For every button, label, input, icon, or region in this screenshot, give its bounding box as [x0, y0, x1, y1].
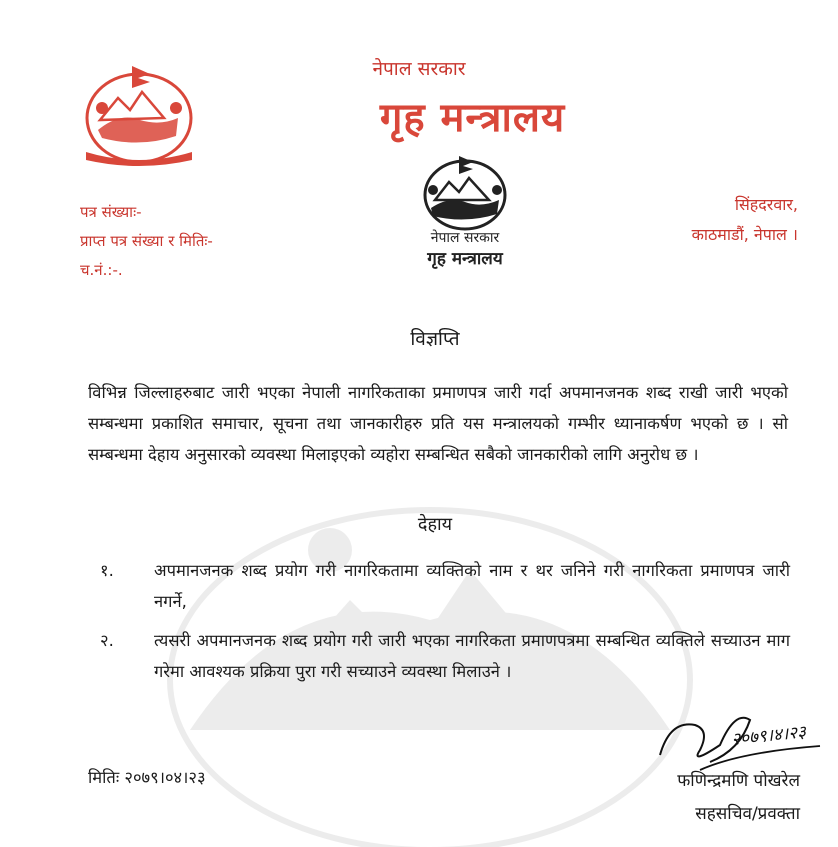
address-line-2: काठमाडौं, नेपाल ।	[691, 225, 798, 244]
list-item	[100, 625, 790, 687]
emblem-caption-top: नेपाल सरकार	[430, 230, 500, 246]
emblem-caption-bottom: गृह मन्त्रालय	[427, 249, 503, 269]
signer-name: फणिन्द्रमणि पोखरेल	[677, 771, 800, 791]
received-letter-label: प्राप्त पत्र संख्या र मितिः-	[80, 232, 213, 250]
list-item-number: २.	[100, 631, 114, 650]
notice-subheading: देहाय	[417, 514, 453, 535]
list-item	[100, 555, 790, 617]
signer-block	[677, 765, 800, 831]
notice-title: विज्ञप्ति	[410, 328, 460, 350]
signer-title: सहसचिव/प्रवक्ता	[695, 804, 800, 824]
ministry-emblem-icon	[405, 150, 525, 270]
address-block	[692, 190, 798, 250]
letter-number-label: पत्र संख्याः-	[80, 203, 142, 221]
address-line-1: सिंहदरवार,	[734, 195, 798, 214]
government-heading: नेपाल सरकार	[372, 58, 466, 80]
nepal-emblem-icon	[80, 60, 198, 170]
notice-date: मितिः २०७९।०४।२३	[88, 768, 206, 787]
dispatch-number-label: च.नं.:-.	[80, 261, 123, 279]
ministry-heading: गृह मन्त्रालय	[379, 95, 566, 141]
list-item-text: अपमानजनक शब्द प्रयोग गरी नागरिकतामा व्यक्तिको नाम र थर जनिने गरी नागरिकता प्रमाणपत्र जारी नगर्ने,	[154, 561, 790, 611]
notice-body: विभिन्न जिल्लाहरुबाट जारी भएका नेपाली नागरिकताका प्रमाणपत्र जारी गर्दा अपमानजनक शब्द राखी जारी भएको सम्बन्धमा प्रकाशित समाचार, सूचना तथा जानकारीहरु प्रति यस मन्त्रालयको गम्भीर ध्यानाकर्षण भएको छ । सो सम्बन्धमा देहाय अनुसारको व्यवस्था मिलाइएको व्यहोरा सम्बन्धित सबैको जानकारीको लागि अनुरोध छ ।	[88, 383, 788, 464]
list-item-text: त्यसरी अपमानजनक शब्द प्रयोग गरी जारी भएका नागरिकता प्रमाणपत्रमा सम्बन्धित व्यक्तिले सच्याउन माग गरेमा आवश्यक प्रक्रिया पुरा गरी सच्याउने व्यवस्था मिलाउने ।	[154, 631, 790, 681]
list-item-number: १.	[100, 561, 114, 580]
letter-reference-block	[80, 198, 213, 285]
svg-text:२०७९।४।२३: २०७९।४।२३	[730, 722, 807, 750]
